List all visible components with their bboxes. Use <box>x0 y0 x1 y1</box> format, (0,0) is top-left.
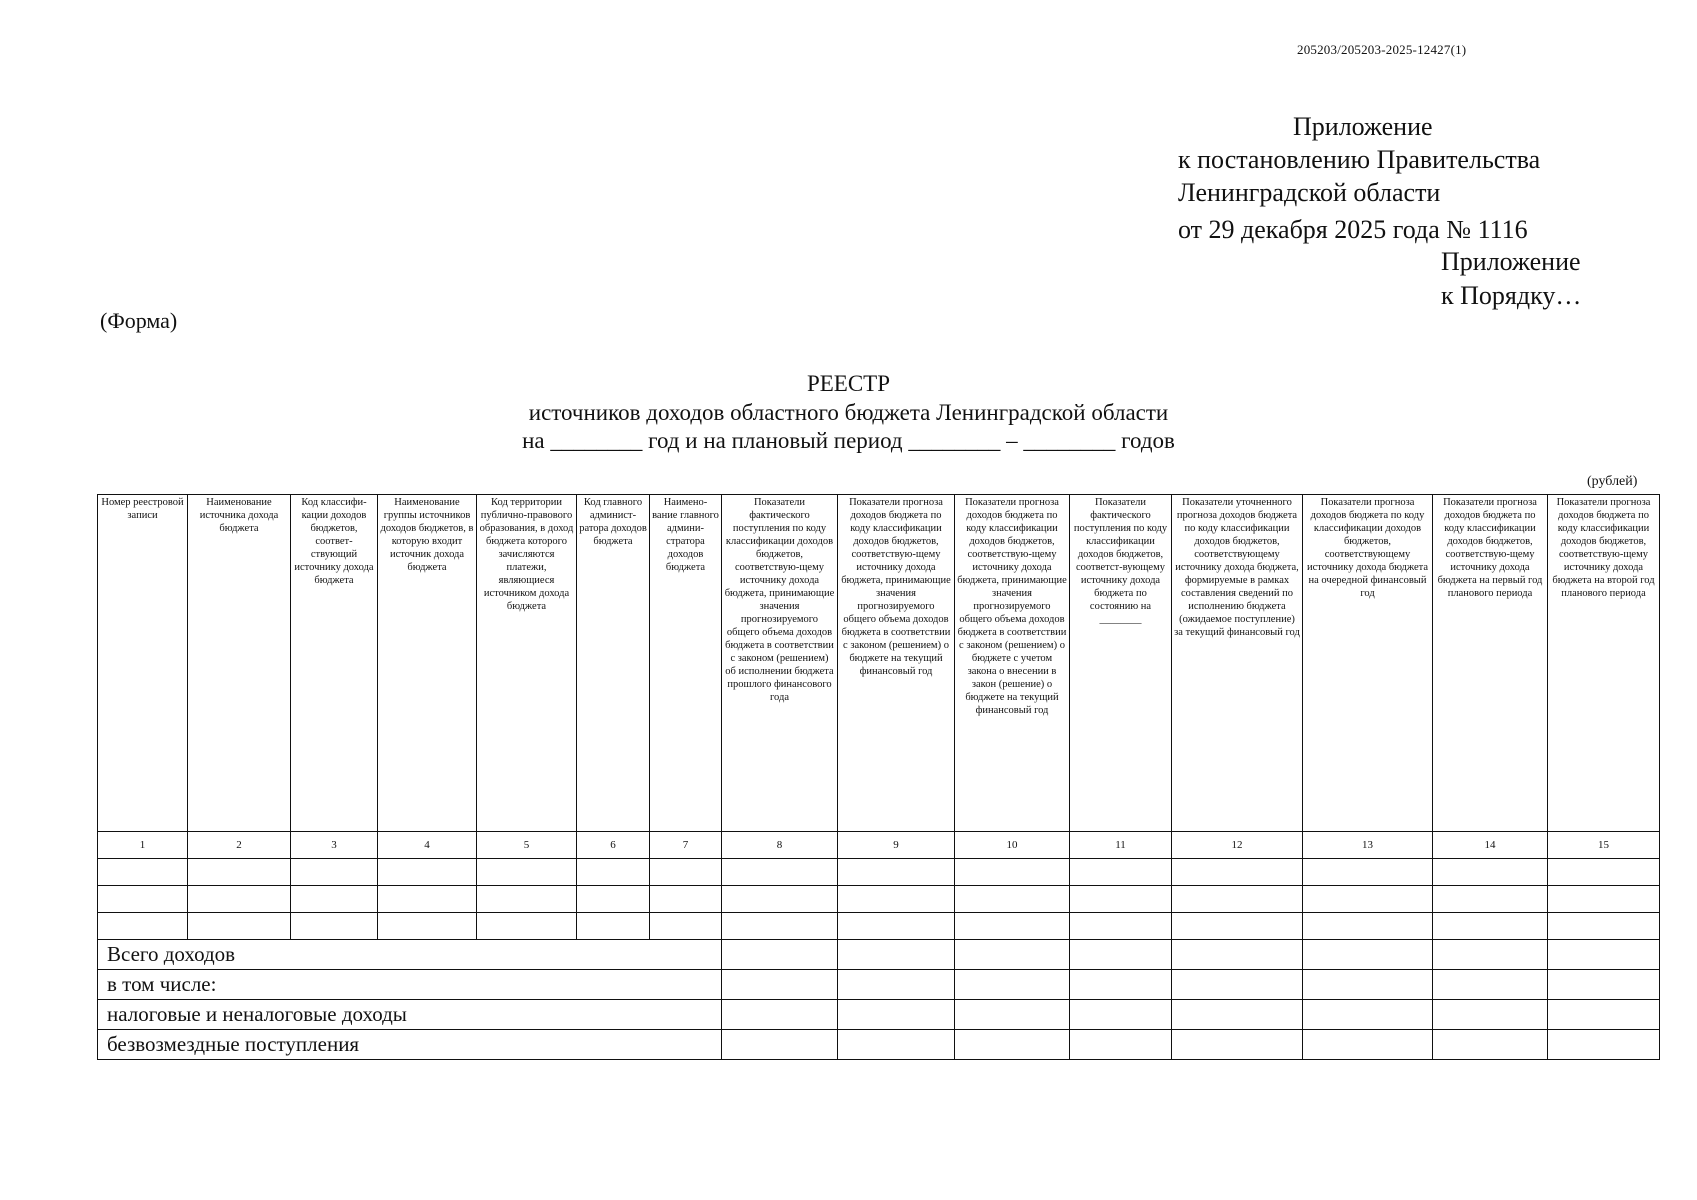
empty-cell <box>650 886 722 913</box>
empty-cell <box>1172 913 1303 940</box>
empty-cell <box>188 913 291 940</box>
empty-cell <box>1303 970 1433 1000</box>
empty-cell <box>1548 970 1660 1000</box>
empty-data-row <box>98 886 1660 913</box>
empty-cell <box>1548 913 1660 940</box>
form-label: (Форма) <box>100 308 178 333</box>
appendix-line-6: к Порядку… <box>1441 281 1582 310</box>
column-number: 3 <box>291 832 378 859</box>
empty-cell <box>1172 970 1303 1000</box>
register-table <box>97 494 1660 1060</box>
header-row <box>98 495 1660 832</box>
column-number: 8 <box>722 832 838 859</box>
empty-cell <box>838 1000 955 1030</box>
header-cell: Показатели прогноза доходов бюджета по коду классификации доходов бюджетов, соответствую-щему источнику дохода бюджета на первый год планового периода <box>1433 495 1548 832</box>
header-cell: Наимено-вание главного админи-стратора доходов бюджета <box>650 495 722 832</box>
empty-data-row <box>98 913 1660 940</box>
empty-cell <box>1172 940 1303 970</box>
empty-cell <box>1172 886 1303 913</box>
header-cell: Показатели прогноза доходов бюджета по коду классификации доходов бюджетов, соответствую-щему источнику дохода бюджета на второй год планового периода <box>1548 495 1660 832</box>
empty-cell <box>838 913 955 940</box>
header-cell: Показатели прогноза доходов бюджета по коду классификации доходов бюджетов, соответствующему источнику дохода бюджета на очередной финансовый год <box>1303 495 1433 832</box>
header-cell: Код главного админист-ратора доходов бюджета <box>577 495 650 832</box>
appendix-line-1: Приложение <box>1293 112 1433 141</box>
header-cell: Номер реестровой записи <box>98 495 188 832</box>
empty-cell <box>1433 859 1548 886</box>
header-cell: Показатели прогноза доходов бюджета по коду классификации доходов бюджетов, соответствую-щему источнику дохода бюджета, принимающие значения прогнозируемого общего объема доходов бюджета в соответствии с законом (решением) о бюджете с учетом закона о внесении в закон (решение) о бюджете на текущий финансовый год <box>955 495 1070 832</box>
empty-cell <box>98 859 188 886</box>
empty-cell <box>1433 1000 1548 1030</box>
empty-cell <box>188 886 291 913</box>
empty-cell <box>1070 1030 1172 1060</box>
tax-income-row <box>98 1000 1660 1030</box>
empty-cell <box>838 859 955 886</box>
column-number: 2 <box>188 832 291 859</box>
gratuitous-receipts-label: безвозмездные поступления <box>98 1030 722 1060</box>
register-title: РЕЕСТР <box>806 371 891 396</box>
empty-cell <box>1070 886 1172 913</box>
column-number: 12 <box>1172 832 1303 859</box>
register-period-line: на ________ год и на плановый период ________ – ________ годов <box>522 428 1175 453</box>
empty-cell <box>1433 970 1548 1000</box>
empty-cell <box>1548 1000 1660 1030</box>
header-cell: Код классифи-кации доходов бюджетов, соответ-ствующий источнику дохода бюджета <box>291 495 378 832</box>
column-number: 5 <box>477 832 577 859</box>
empty-cell <box>1303 1000 1433 1030</box>
empty-cell <box>650 913 722 940</box>
header-cell: Показатели уточненного прогноза доходов бюджета по коду классификации доходов бюджетов, соответствующему источнику дохода бюджета, формируемые в рамках составления сведений по исполнению бюджета (ожидаемое поступление) за текущий финансовый год <box>1172 495 1303 832</box>
empty-cell <box>838 970 955 1000</box>
empty-cell <box>291 886 378 913</box>
appendix-line-2: к постановлению Правительства <box>1178 145 1541 174</box>
empty-cell <box>477 913 577 940</box>
units-label: (рублей) <box>1587 474 1638 489</box>
header-cell: Код территории публично-правового образования, в доход бюджета которого зачисляются платежи, являющиеся источником дохода бюджета <box>477 495 577 832</box>
empty-cell <box>98 886 188 913</box>
empty-cell <box>1303 1030 1433 1060</box>
header-cell: Показатели фактического поступления по коду классификации доходов бюджетов, соответст-вующему источнику дохода бюджета по состоянию на ________ <box>1070 495 1172 832</box>
empty-cell <box>577 859 650 886</box>
empty-cell <box>378 886 477 913</box>
header-cell: Наименование группы источников доходов бюджетов, в которую входит источник дохода бюджета <box>378 495 477 832</box>
empty-cell <box>1172 1030 1303 1060</box>
empty-cell <box>955 970 1070 1000</box>
empty-cell <box>1548 886 1660 913</box>
including-row <box>98 970 1660 1000</box>
empty-cell <box>955 859 1070 886</box>
empty-data-row <box>98 859 1660 886</box>
appendix-line-5: Приложение <box>1441 247 1581 276</box>
gratuitous-receipts-row <box>98 1030 1660 1060</box>
column-number: 9 <box>838 832 955 859</box>
empty-cell <box>722 940 838 970</box>
empty-cell <box>1070 1000 1172 1030</box>
empty-cell <box>1433 1030 1548 1060</box>
column-number: 4 <box>378 832 477 859</box>
empty-cell <box>1433 940 1548 970</box>
empty-cell <box>1070 913 1172 940</box>
header-cell: Показатели прогноза доходов бюджета по коду классификации доходов бюджетов, соответствую-щему источнику дохода бюджета, принимающие значения прогнозируемого общего объема доходов бюджета в соответствии с законом (решением) о бюджете на текущий финансовый год <box>838 495 955 832</box>
empty-cell <box>722 1000 838 1030</box>
column-number: 14 <box>1433 832 1548 859</box>
empty-cell <box>955 886 1070 913</box>
empty-cell <box>291 913 378 940</box>
empty-cell <box>291 859 378 886</box>
appendix-line-3: Ленинградской области <box>1178 178 1441 207</box>
empty-cell <box>838 886 955 913</box>
empty-cell <box>1070 859 1172 886</box>
column-number-row <box>98 832 1660 859</box>
empty-cell <box>955 1000 1070 1030</box>
empty-cell <box>378 913 477 940</box>
column-number: 11 <box>1070 832 1172 859</box>
empty-cell <box>722 1030 838 1060</box>
header-cell: Показатели фактического поступления по коду классификации доходов бюджетов, соответствую-щему источнику дохода бюджета, принимающие значения прогнозируемого общего объема доходов бюджета в соответствии с законом (решением) об исполнении бюджета прошлого финансового года <box>722 495 838 832</box>
empty-cell <box>577 913 650 940</box>
empty-cell <box>577 886 650 913</box>
empty-cell <box>1433 886 1548 913</box>
column-number: 7 <box>650 832 722 859</box>
empty-cell <box>650 859 722 886</box>
header-cell: Наименование источника дохода бюджета <box>188 495 291 832</box>
empty-cell <box>955 940 1070 970</box>
empty-cell <box>1070 940 1172 970</box>
column-number: 1 <box>98 832 188 859</box>
empty-cell <box>1172 859 1303 886</box>
empty-cell <box>477 859 577 886</box>
empty-cell <box>1172 1000 1303 1030</box>
empty-cell <box>98 913 188 940</box>
empty-cell <box>1433 913 1548 940</box>
empty-cell <box>378 859 477 886</box>
empty-cell <box>722 886 838 913</box>
empty-cell <box>955 1030 1070 1060</box>
empty-cell <box>722 859 838 886</box>
empty-cell <box>722 970 838 1000</box>
empty-cell <box>838 940 955 970</box>
empty-cell <box>188 859 291 886</box>
empty-cell <box>1548 940 1660 970</box>
column-number: 6 <box>577 832 650 859</box>
register-subtitle: источников доходов областного бюджета Ленинградской области <box>528 400 1169 425</box>
tax-income-label: налоговые и неналоговые доходы <box>98 1000 722 1030</box>
empty-cell <box>1303 913 1433 940</box>
including-label: в том числе: <box>98 970 722 1000</box>
empty-cell <box>1548 1030 1660 1060</box>
column-number: 15 <box>1548 832 1660 859</box>
appendix-line-4: от 29 декабря 2025 года № 1116 <box>1178 215 1528 244</box>
empty-cell <box>1303 940 1433 970</box>
empty-cell <box>1303 886 1433 913</box>
empty-cell <box>1303 859 1433 886</box>
empty-cell <box>722 913 838 940</box>
empty-cell <box>477 886 577 913</box>
column-number: 13 <box>1303 832 1433 859</box>
total-row <box>98 940 1660 970</box>
document-registration-number: 205203/205203-2025-12427(1) <box>1297 42 1467 57</box>
empty-cell <box>1070 970 1172 1000</box>
empty-cell <box>1548 859 1660 886</box>
column-number: 10 <box>955 832 1070 859</box>
empty-cell <box>955 913 1070 940</box>
empty-cell <box>838 1030 955 1060</box>
total-label: Всего доходов <box>98 940 722 970</box>
